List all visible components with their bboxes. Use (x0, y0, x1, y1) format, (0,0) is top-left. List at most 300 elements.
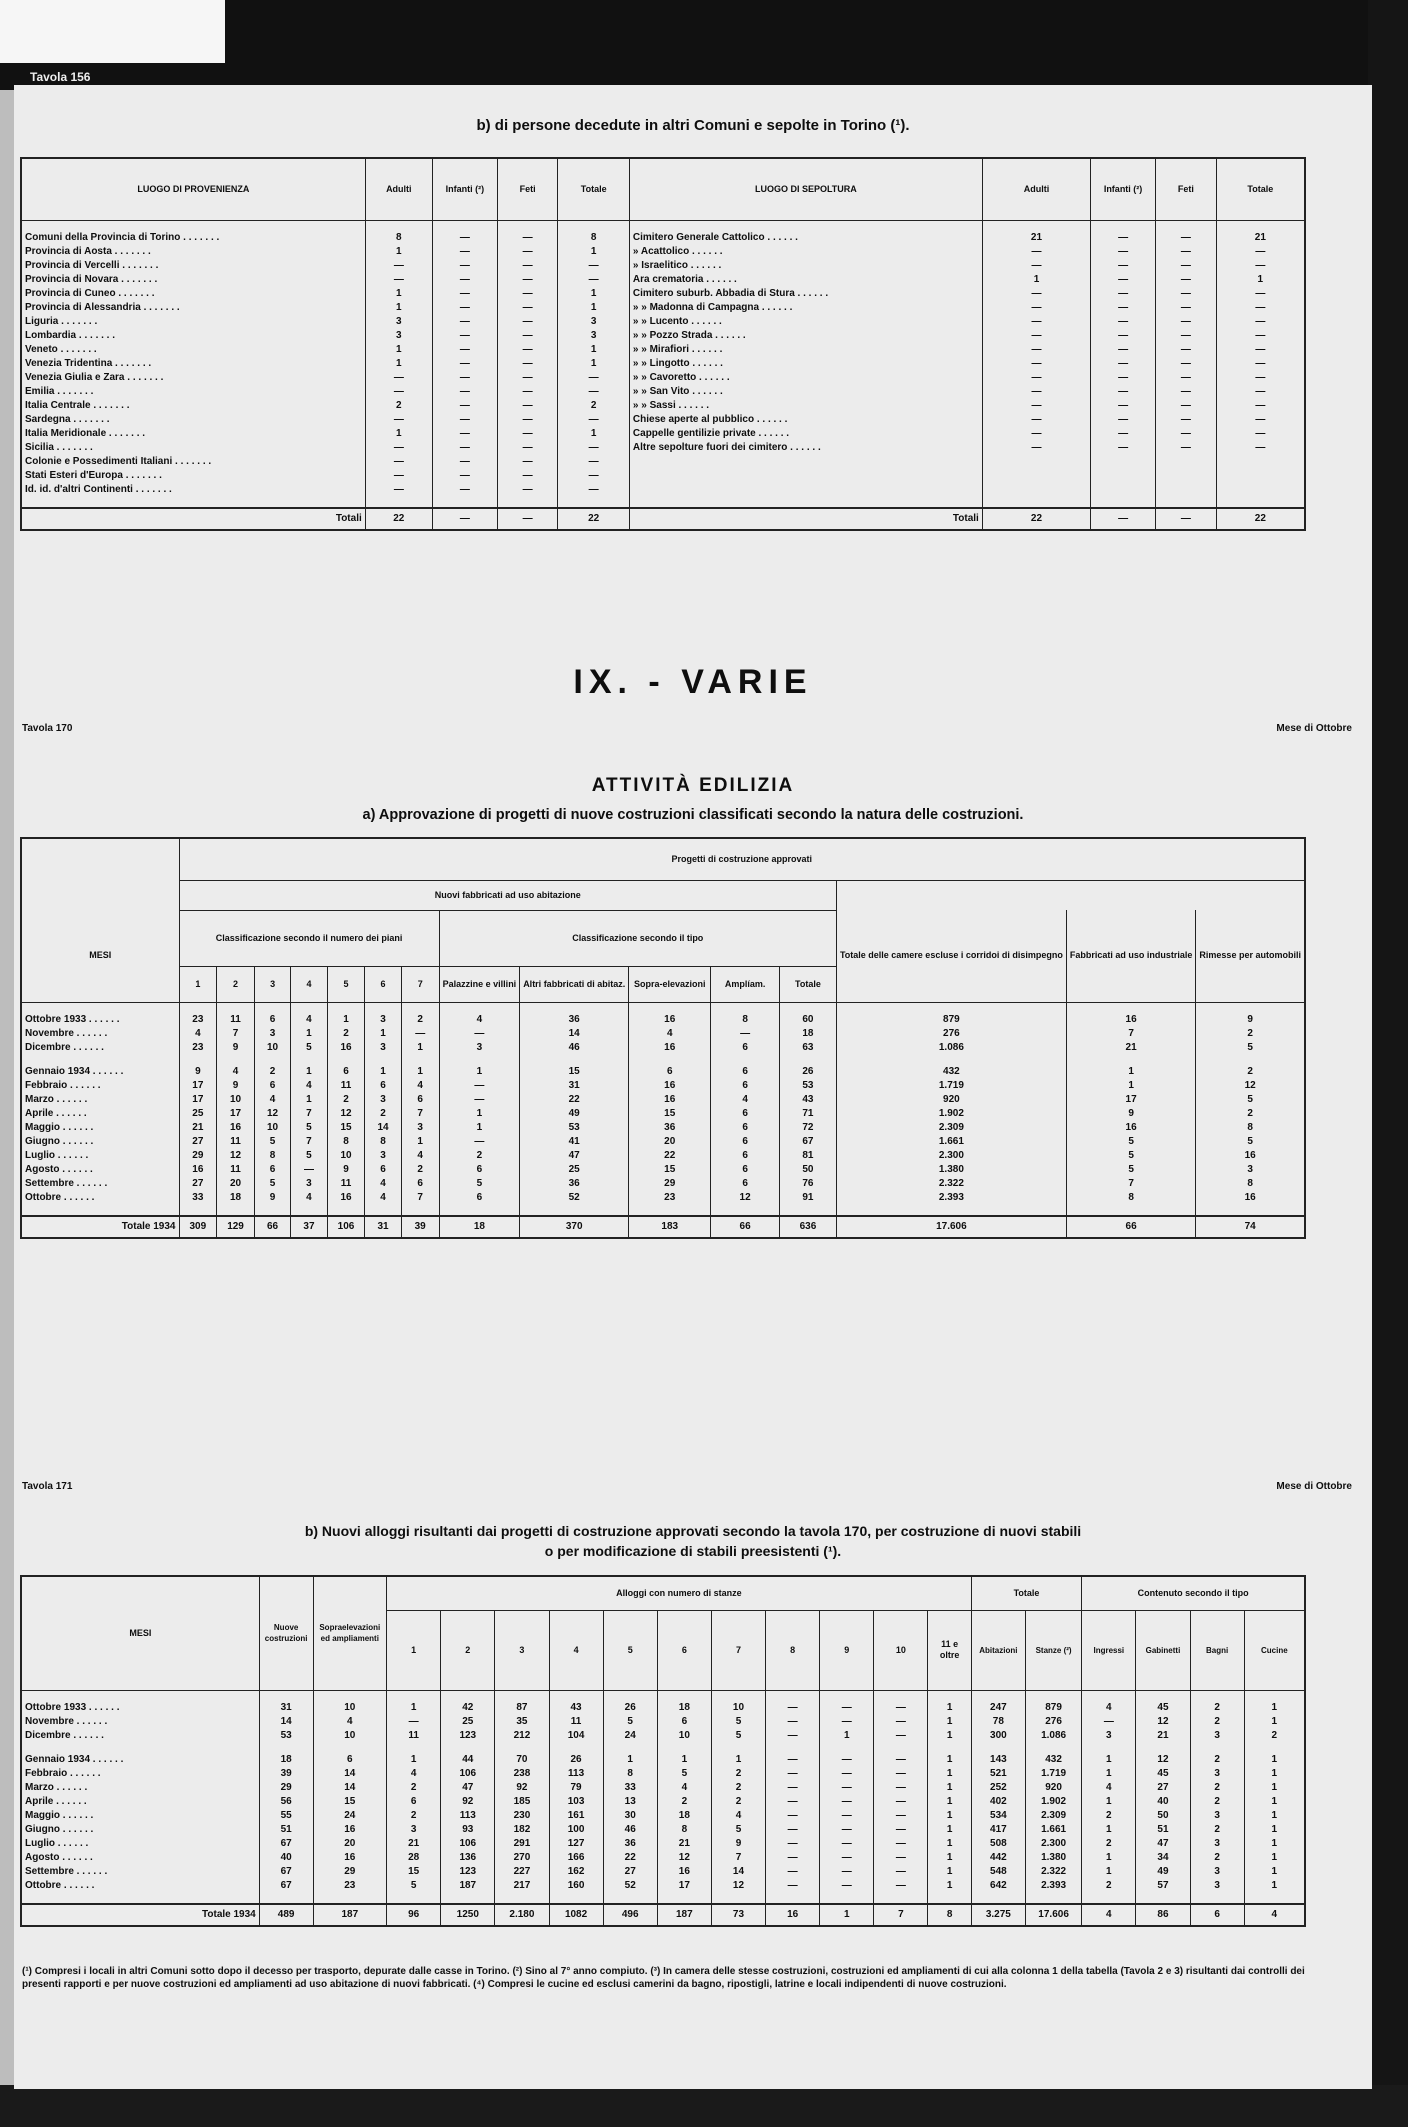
value-cell: — (497, 231, 558, 245)
value-cell: — (1216, 399, 1305, 413)
value-cell (982, 469, 1090, 483)
value-cell: 1 (928, 1809, 971, 1823)
value-cell: 18 (259, 1753, 313, 1767)
value-cell: — (1156, 329, 1217, 343)
value-cell: 1 (1244, 1715, 1305, 1729)
value-cell: — (558, 455, 629, 469)
month-label: Giugno . . . . . . (21, 1135, 179, 1149)
value-cell: — (497, 441, 558, 455)
industriali-header: Fabbricati ad uso industriale (1066, 910, 1196, 1002)
tavola-170-table (20, 837, 1306, 1239)
value-cell: 79 (549, 1781, 603, 1795)
value-cell: — (820, 1781, 874, 1795)
stanze-col: 7 (711, 1610, 765, 1690)
value-cell: — (820, 1701, 874, 1715)
spacer-cell (520, 1205, 629, 1216)
value-cell: 5 (254, 1177, 290, 1191)
provenienza-label: Colonie e Possedimenti Italiani . . . . . . . (21, 455, 365, 469)
value-cell: 1 (558, 343, 629, 357)
table-row (21, 469, 1305, 483)
totals-label: Totale 1934 (21, 1904, 259, 1926)
value-cell: 276 (836, 1027, 1066, 1041)
total-cell: — (1156, 508, 1217, 530)
value-cell: 16 (179, 1163, 217, 1177)
spacer-cell (401, 1205, 439, 1216)
total-cell: 106 (327, 1216, 365, 1238)
spacer-cell (1082, 1743, 1136, 1753)
stanze-col: 11 e oltre (928, 1610, 971, 1690)
value-cell: — (766, 1729, 820, 1743)
value-cell: — (766, 1701, 820, 1715)
value-cell: — (1091, 287, 1156, 301)
table-row (21, 399, 1305, 413)
tavola-170-subtitle: a) Approvazione di progetti di nuove costruzioni classificati secondo la natura delle costruzioni. (362, 807, 1024, 823)
value-cell: 4 (1082, 1701, 1136, 1715)
header-adulti: Adulti (982, 158, 1090, 220)
value-cell: 2 (327, 1027, 365, 1041)
value-cell: — (1156, 259, 1217, 273)
spacer-cell (1196, 1055, 1305, 1065)
value-cell: 106 (441, 1767, 495, 1781)
value-cell: 7 (1066, 1177, 1196, 1191)
value-cell: — (982, 413, 1090, 427)
value-cell: 6 (327, 1065, 365, 1079)
value-cell: 1 (711, 1753, 765, 1767)
stanze-col: 1 (387, 1610, 441, 1690)
spacer-cell (254, 1002, 290, 1013)
value-cell: 127 (549, 1837, 603, 1851)
value-cell: 3 (254, 1027, 290, 1041)
spacer-cell (874, 1743, 928, 1753)
total-cell: 3.275 (971, 1904, 1025, 1926)
value-cell: — (1216, 329, 1305, 343)
spacer-cell (1025, 1690, 1081, 1701)
piani-col: 2 (217, 966, 255, 1002)
contenuto-col: Cucine (1244, 1610, 1305, 1690)
provenienza-label: Sicilia . . . . . . . (21, 441, 365, 455)
value-cell: 1 (558, 357, 629, 371)
month-label: Febbraio . . . . . . (21, 1079, 179, 1093)
value-cell: 3 (365, 329, 432, 343)
spacer-cell (259, 1690, 313, 1701)
value-cell (1156, 469, 1217, 483)
sepoltura-label: » Acattolico . . . . . . (629, 245, 982, 259)
table-row (21, 1753, 1305, 1767)
value-cell: 1.902 (836, 1107, 1066, 1121)
class-tipo-header: Classificazione secondo il tipo (439, 910, 836, 966)
spacer-cell (629, 1002, 711, 1013)
value-cell: — (1156, 231, 1217, 245)
value-cell: — (820, 1795, 874, 1809)
value-cell: 55 (259, 1809, 313, 1823)
value-cell: 5 (291, 1041, 327, 1055)
value-cell: 1 (1082, 1767, 1136, 1781)
spacer-cell (313, 1743, 387, 1753)
totals-label: Totale 1934 (21, 1216, 179, 1238)
value-cell: — (497, 483, 558, 497)
table-row (21, 441, 1305, 455)
value-cell: 20 (629, 1135, 711, 1149)
value-cell: 21 (1216, 231, 1305, 245)
value-cell: 17 (1066, 1093, 1196, 1107)
value-cell: 1 (928, 1795, 971, 1809)
value-cell: 16 (629, 1041, 711, 1055)
value-cell: 16 (1066, 1013, 1196, 1027)
spacer-cell (657, 1690, 711, 1701)
value-cell: 47 (520, 1149, 629, 1163)
value-cell: — (1091, 441, 1156, 455)
tavola-170-body (21, 1002, 1305, 1238)
value-cell: — (432, 483, 497, 497)
value-cell: 26 (549, 1753, 603, 1767)
value-cell: 4 (217, 1065, 255, 1079)
total-cell: 370 (520, 1216, 629, 1238)
spacer-cell (291, 1002, 327, 1013)
value-cell: — (874, 1837, 928, 1851)
value-cell: — (365, 259, 432, 273)
spacer-cell (401, 1002, 439, 1013)
value-cell: 185 (495, 1795, 549, 1809)
spacer-cell (874, 1690, 928, 1701)
month-label: Maggio . . . . . . (21, 1809, 259, 1823)
table-row (21, 1041, 1305, 1055)
value-cell: 13 (603, 1795, 657, 1809)
value-cell: 247 (971, 1701, 1025, 1715)
value-cell: 16 (1066, 1121, 1196, 1135)
table-row (21, 1177, 1305, 1191)
spacer-cell (836, 1205, 1066, 1216)
value-cell (982, 483, 1090, 497)
spacer-cell (313, 1690, 387, 1701)
value-cell: 42 (441, 1701, 495, 1715)
value-cell: — (1216, 259, 1305, 273)
value-cell: — (432, 287, 497, 301)
value-cell: — (874, 1767, 928, 1781)
value-cell: 6 (401, 1093, 439, 1107)
value-cell: 3 (387, 1823, 441, 1837)
value-cell: 6 (711, 1041, 780, 1055)
attivita-edilizia-heading: ATTIVITÀ EDILIZIA (591, 775, 795, 796)
value-cell: 1 (365, 287, 432, 301)
value-cell: 4 (1082, 1781, 1136, 1795)
value-cell: — (820, 1865, 874, 1879)
value-cell: 4 (711, 1809, 765, 1823)
value-cell: 1.380 (836, 1163, 1066, 1177)
value-cell: — (558, 385, 629, 399)
value-cell: 18 (779, 1027, 836, 1041)
value-cell: — (1216, 441, 1305, 455)
value-cell: — (982, 371, 1090, 385)
spacer-cell (779, 1002, 836, 1013)
stanze-col: 4 (549, 1610, 603, 1690)
value-cell: 103 (549, 1795, 603, 1809)
tavola-171-month: Mese di Ottobre (1276, 1481, 1352, 1492)
value-cell: — (365, 483, 432, 497)
value-cell: 3 (365, 1013, 401, 1027)
spacer-cell (1196, 1205, 1305, 1216)
value-cell: 161 (549, 1809, 603, 1823)
value-cell: 63 (779, 1041, 836, 1055)
tipo-col: Palazzine e villini (439, 966, 520, 1002)
value-cell: 3 (1196, 1163, 1305, 1177)
value-cell: — (1156, 245, 1217, 259)
spacer-cell (365, 1205, 401, 1216)
value-cell: 6 (313, 1753, 387, 1767)
value-cell: — (1156, 287, 1217, 301)
value-cell: 2 (1082, 1809, 1136, 1823)
spacer-cell (549, 1893, 603, 1904)
value-cell: — (820, 1809, 874, 1823)
total-cell: 489 (259, 1904, 313, 1926)
value-cell: 6 (711, 1121, 780, 1135)
value-cell: 104 (549, 1729, 603, 1743)
table-row (21, 231, 1305, 245)
value-cell: 11 (327, 1177, 365, 1191)
value-cell: 24 (313, 1809, 387, 1823)
total-cell: 4 (1082, 1904, 1136, 1926)
total-cell: 1 (820, 1904, 874, 1926)
month-label: Settembre . . . . . . (21, 1177, 179, 1191)
value-cell: 1 (558, 245, 629, 259)
month-label: Luglio . . . . . . (21, 1837, 259, 1851)
sepoltura-label: » » Lingotto . . . . . . (629, 357, 982, 371)
month-label: Novembre . . . . . . (21, 1027, 179, 1041)
value-cell: 3 (439, 1041, 520, 1055)
value-cell: 879 (836, 1013, 1066, 1027)
spacer-cell (21, 1055, 179, 1065)
value-cell: 3 (1082, 1729, 1136, 1743)
spacer-cell (21, 1002, 179, 1013)
value-cell: — (1091, 357, 1156, 371)
value-cell: 4 (401, 1149, 439, 1163)
value-cell: 10 (313, 1701, 387, 1715)
value-cell: 4 (387, 1767, 441, 1781)
value-cell: 2.309 (1025, 1809, 1081, 1823)
value-cell: 12 (1136, 1753, 1190, 1767)
spacer-cell (439, 1002, 520, 1013)
month-label: Ottobre . . . . . . (21, 1879, 259, 1893)
value-cell: — (1156, 385, 1217, 399)
value-cell: 7 (1066, 1027, 1196, 1041)
month-label: Dicembre . . . . . . (21, 1729, 259, 1743)
value-cell: 15 (327, 1121, 365, 1135)
value-cell: — (365, 385, 432, 399)
value-cell: 1 (401, 1065, 439, 1079)
value-cell: — (1216, 413, 1305, 427)
value-cell: 5 (291, 1121, 327, 1135)
spacer-cell (1082, 1690, 1136, 1701)
table-row (21, 1013, 1305, 1027)
stanze-col: 8 (766, 1610, 820, 1690)
spacer-cell (259, 1893, 313, 1904)
table-row (21, 1121, 1305, 1135)
value-cell: 3 (365, 1093, 401, 1107)
value-cell: — (432, 427, 497, 441)
total-cell: 16 (766, 1904, 820, 1926)
spacer-cell (1244, 1690, 1305, 1701)
spacer-cell (836, 1055, 1066, 1065)
spacer-cell (365, 497, 432, 508)
value-cell: 4 (291, 1013, 327, 1027)
sepoltura-label (629, 469, 982, 483)
spacer-cell (439, 1205, 520, 1216)
month-label: Maggio . . . . . . (21, 1121, 179, 1135)
month-label: Febbraio . . . . . . (21, 1767, 259, 1781)
tipo-col: Totale (779, 966, 836, 1002)
value-cell: — (1091, 329, 1156, 343)
spacer-cell (820, 1743, 874, 1753)
month-label: Dicembre . . . . . . (21, 1041, 179, 1055)
value-cell: 3 (1190, 1837, 1244, 1851)
piani-col: 7 (401, 966, 439, 1002)
month-label: Ottobre 1933 . . . . . . (21, 1701, 259, 1715)
table-row (21, 1879, 1305, 1893)
value-cell: 20 (217, 1177, 255, 1191)
table-row (21, 1837, 1305, 1851)
value-cell: 1 (928, 1851, 971, 1865)
value-cell: 33 (603, 1781, 657, 1795)
provenienza-label: Lombardia . . . . . . . (21, 329, 365, 343)
value-cell: 10 (711, 1701, 765, 1715)
value-cell: 5 (657, 1767, 711, 1781)
value-cell: 21 (179, 1121, 217, 1135)
value-cell: — (365, 273, 432, 287)
value-cell: 642 (971, 1879, 1025, 1893)
value-cell: — (766, 1767, 820, 1781)
value-cell: 217 (495, 1879, 549, 1893)
spacer-cell (1216, 497, 1305, 508)
value-cell: 25 (520, 1163, 629, 1177)
table-row (21, 427, 1305, 441)
value-cell: 1 (439, 1107, 520, 1121)
value-cell: 1 (365, 427, 432, 441)
value-cell: — (982, 343, 1090, 357)
value-cell: 1 (291, 1027, 327, 1041)
table-row (21, 1851, 1305, 1865)
value-cell: 23 (629, 1191, 711, 1205)
value-cell: — (558, 413, 629, 427)
footnotes: (¹) Compresi i locali in altri Comuni sotto dopo il decesso per trasporto, depurate dalle casse in Torino. (²) Sino al 7° anno compiuto. (³) In camera delle stesse costruzioni, costruzioni ed ampliamenti di cui alla colonna 1 della tabella (Tavola 2 e 3) risultanti dai controlli dei presenti rapporti e per nuove costruzioni ed ampliamenti ad uso abitazione di nuovi fabbricati. (⁴) Compresi le cucine ed esclusi camerini da bagno, ripostigli, latrine e locali indipendenti di nuove costruzioni. (22, 1966, 1305, 1990)
piani-col: 3 (254, 966, 290, 1002)
value-cell: 27 (603, 1865, 657, 1879)
piani-col: 4 (291, 966, 327, 1002)
spacer-cell (401, 1055, 439, 1065)
mesi-header: MESI (21, 1576, 259, 1690)
value-cell: 9 (327, 1163, 365, 1177)
total-cell: 187 (657, 1904, 711, 1926)
value-cell: 92 (441, 1795, 495, 1809)
value-cell: — (1156, 301, 1217, 315)
contenuto-col: Bagni (1190, 1610, 1244, 1690)
value-cell: 417 (971, 1823, 1025, 1837)
table-row (21, 1823, 1305, 1837)
value-cell: 1 (928, 1729, 971, 1743)
value-cell: — (874, 1809, 928, 1823)
value-cell: 166 (549, 1851, 603, 1865)
stanze-col: 9 (820, 1610, 874, 1690)
value-cell: 1.380 (1025, 1851, 1081, 1865)
value-cell: 2 (401, 1163, 439, 1177)
month-label: Ottobre 1933 . . . . . . (21, 1013, 179, 1027)
value-cell: 5 (291, 1149, 327, 1163)
table-row (21, 287, 1305, 301)
spacer-cell (365, 220, 432, 231)
spacer-cell (495, 1893, 549, 1904)
value-cell: 1 (1082, 1865, 1136, 1879)
totals-row (21, 1216, 1305, 1238)
value-cell: 1 (820, 1729, 874, 1743)
value-cell: — (766, 1753, 820, 1767)
month-label: Aprile . . . . . . (21, 1795, 259, 1809)
month-label: Novembre . . . . . . (21, 1715, 259, 1729)
total-cell: 636 (779, 1216, 836, 1238)
value-cell: — (1156, 315, 1217, 329)
value-cell: 70 (495, 1753, 549, 1767)
spacer-cell (1025, 1893, 1081, 1904)
tavola-171-body (21, 1690, 1305, 1926)
value-cell: 26 (603, 1701, 657, 1715)
value-cell (1216, 469, 1305, 483)
value-cell: 16 (1196, 1191, 1305, 1205)
value-cell: 23 (313, 1879, 387, 1893)
totals-label: Totali (21, 508, 365, 530)
value-cell: 46 (603, 1823, 657, 1837)
value-cell: 8 (603, 1767, 657, 1781)
value-cell: — (558, 259, 629, 273)
value-cell: 1 (365, 245, 432, 259)
value-cell: 3 (365, 315, 432, 329)
table-row (21, 1065, 1305, 1079)
spacer-cell (1066, 1205, 1196, 1216)
value-cell: 52 (603, 1879, 657, 1893)
value-cell: 5 (1196, 1093, 1305, 1107)
value-cell: 8 (254, 1149, 290, 1163)
value-cell: 87 (495, 1701, 549, 1715)
header-adulti: Adulti (365, 158, 432, 220)
month-label: Ottobre . . . . . . (21, 1191, 179, 1205)
spacer-cell (779, 1055, 836, 1065)
table-row (21, 245, 1305, 259)
value-cell: 1 (1244, 1767, 1305, 1781)
value-cell: 230 (495, 1809, 549, 1823)
provenienza-label: Italia Meridionale . . . . . . . (21, 427, 365, 441)
value-cell: — (365, 469, 432, 483)
sepoltura-label: Cappelle gentilizie private . . . . . . (629, 427, 982, 441)
value-cell: — (874, 1715, 928, 1729)
value-cell: — (766, 1879, 820, 1893)
value-cell: 1.661 (836, 1135, 1066, 1149)
value-cell: 92 (495, 1781, 549, 1795)
value-cell: — (558, 273, 629, 287)
value-cell: — (497, 399, 558, 413)
value-cell: 212 (495, 1729, 549, 1743)
value-cell: 1 (327, 1013, 365, 1027)
value-cell: 35 (495, 1715, 549, 1729)
value-cell: — (982, 301, 1090, 315)
value-cell: — (1091, 273, 1156, 287)
value-cell: 12 (1196, 1079, 1305, 1093)
value-cell: 1 (928, 1767, 971, 1781)
value-cell: 5 (603, 1715, 657, 1729)
spacer-cell (1136, 1690, 1190, 1701)
value-cell: — (766, 1837, 820, 1851)
total-cell: 22 (558, 508, 629, 530)
value-cell: 23 (179, 1013, 217, 1027)
total-cell: 22 (1216, 508, 1305, 530)
value-cell: 3 (1190, 1729, 1244, 1743)
value-cell: 45 (1136, 1701, 1190, 1715)
value-cell: 3 (291, 1177, 327, 1191)
